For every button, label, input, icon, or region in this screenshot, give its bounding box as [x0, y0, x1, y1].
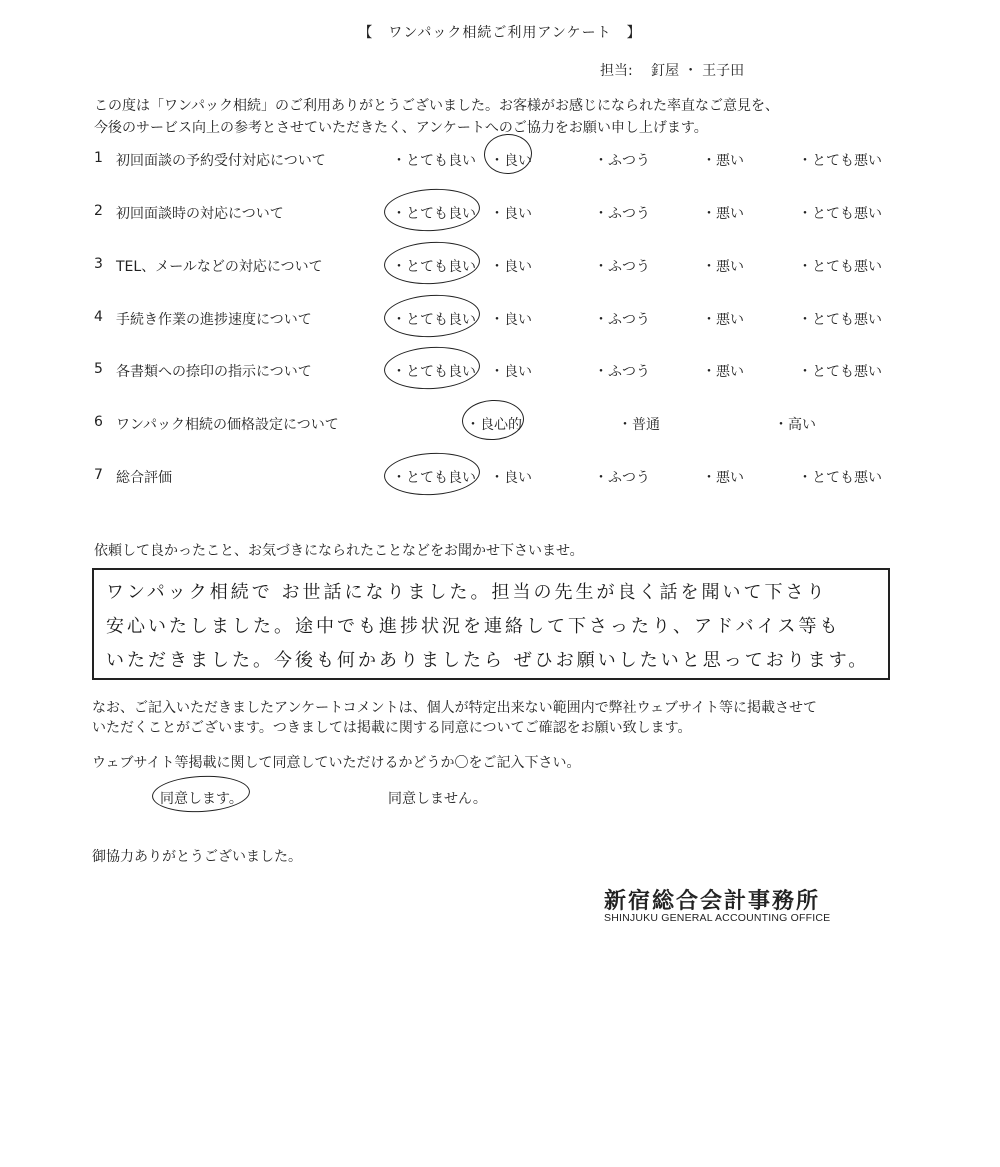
rating-option[interactable]: ・良い [490, 153, 532, 169]
rating-option[interactable]: ・とても悪い [798, 153, 882, 169]
rating-option[interactable]: ・とても良い [392, 312, 476, 328]
rating-option[interactable]: ・悪い [702, 312, 744, 328]
consent-prompt: ウェブサイト等掲載に関して同意していただけるかどうか〇をご記入下さい。 [92, 755, 581, 771]
rating-option[interactable]: ・とても悪い [798, 364, 882, 380]
rating-option[interactable]: ・ふつう [594, 259, 650, 275]
comment-line-3: いただきました。今後も何かありましたら ぜひお願いしたいと思っております。 [106, 650, 870, 671]
office-logo-jp: 新宿総合会計事務所 [604, 889, 821, 914]
question-number: 3 [94, 256, 103, 272]
selected-rating-circle [383, 240, 481, 287]
intro-line-2: 今後のサービス向上の参考とさせていただきたく、アンケートへのご協力をお願い申し上げます。 [94, 120, 708, 136]
question-number: 6 [94, 414, 103, 430]
question-label: ワンパック相続の価格設定について [116, 417, 339, 433]
rating-option[interactable]: ・普通 [618, 417, 660, 433]
rating-option[interactable]: ・良い [490, 364, 532, 380]
rating-option[interactable]: ・悪い [702, 259, 744, 275]
comment-line-1: ワンパック相続で お世話になりました。担当の先生が良く話を聞いて下さり [106, 582, 828, 603]
question-number: 2 [94, 203, 103, 219]
rating-option[interactable]: ・悪い [702, 364, 744, 380]
question-label: 初回面談時の対応について [116, 206, 284, 222]
rating-option[interactable]: ・高い [774, 417, 816, 433]
rating-option[interactable]: ・とても良い [392, 259, 476, 275]
rating-option[interactable]: ・ふつう [594, 364, 650, 380]
intro-line-1: この度は「ワンパック相続」のご利用ありがとうございました。お客様がお感じになられた率直なご意見を、 [94, 98, 780, 114]
rating-option[interactable]: ・良い [490, 206, 532, 222]
question-number: 5 [94, 361, 103, 377]
note-line-1: なお、ご記入いただきましたアンケートコメントは、個人が特定出来ない範囲内で弊社ウェブサイト等に掲載させて [92, 700, 818, 716]
rating-option[interactable]: ・ふつう [594, 312, 650, 328]
selected-rating-circle [383, 345, 481, 392]
thanks-text: 御協力ありがとうございました。 [92, 849, 302, 865]
rating-option[interactable]: ・とても良い [392, 153, 476, 169]
question-number: 7 [94, 467, 103, 483]
rating-option[interactable]: ・良い [490, 470, 532, 486]
comment-prompt: 依頼して良かったこと、お気づきになられたことなどをお聞かせ下さいませ。 [94, 543, 584, 559]
question-number: 1 [94, 150, 103, 166]
rating-option[interactable]: ・ふつう [594, 153, 650, 169]
question-label: TEL、メールなどの対応について [116, 259, 323, 275]
rating-option[interactable]: ・とても良い [392, 364, 476, 380]
selected-rating-circle [383, 451, 481, 498]
rating-option[interactable]: ・とても悪い [798, 312, 882, 328]
rating-option[interactable]: ・とても悪い [798, 470, 882, 486]
rating-option[interactable]: ・良い [490, 259, 532, 275]
selected-rating-circle [383, 293, 481, 340]
selected-rating-circle [383, 187, 481, 234]
rating-option[interactable]: ・良心的 [466, 417, 522, 433]
rating-option[interactable]: ・悪い [702, 206, 744, 222]
comment-line-2: 安心いたしました。途中でも進捗状況を連絡して下さったり、アドバイス等も [106, 616, 841, 637]
survey-title: 【 ワンパック相続ご利用アンケート 】 [358, 25, 642, 41]
note-line-2: いただくことがございます。つきましては掲載に関する同意についてご確認をお願い致します。 [92, 720, 692, 736]
consent-agree-option[interactable]: 同意します。 [160, 791, 243, 807]
rating-option[interactable]: ・良い [490, 312, 532, 328]
staff-names: 担当: 釘屋 ・ 王子田 [600, 63, 745, 79]
question-label: 総合評価 [116, 470, 172, 486]
rating-option[interactable]: ・とても悪い [798, 206, 882, 222]
rating-option[interactable]: ・とても良い [392, 470, 476, 486]
comment-box [92, 568, 890, 680]
question-label: 手続き作業の進捗速度について [116, 312, 312, 328]
consent-disagree-option[interactable]: 同意しません。 [388, 791, 487, 807]
question-label: 初回面談の予約受付対応について [116, 153, 326, 169]
rating-option[interactable]: ・ふつう [594, 470, 650, 486]
question-label: 各書類への捺印の指示について [116, 364, 312, 380]
office-logo-en: SHINJUKU GENERAL ACCOUNTING OFFICE [604, 912, 831, 924]
consent-selected-circle [151, 773, 251, 814]
selected-rating-circle [461, 398, 525, 441]
rating-option[interactable]: ・とても良い [392, 206, 476, 222]
rating-option[interactable]: ・悪い [702, 153, 744, 169]
rating-option[interactable]: ・とても悪い [798, 259, 882, 275]
question-number: 4 [94, 309, 103, 325]
rating-option[interactable]: ・悪い [702, 470, 744, 486]
rating-option[interactable]: ・ふつう [594, 206, 650, 222]
